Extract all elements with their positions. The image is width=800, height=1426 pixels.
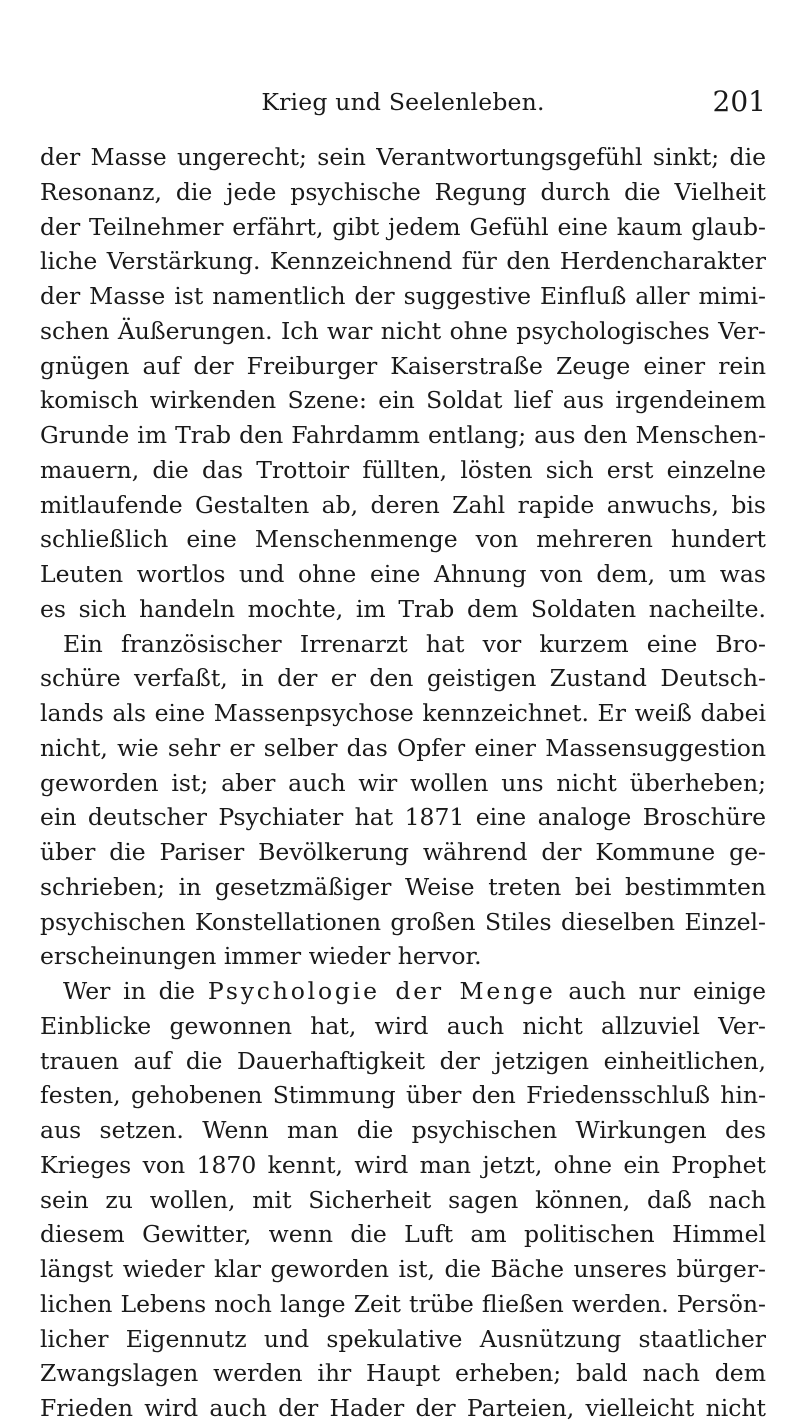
text-line: schrieben; in gesetzmäßiger Weise treten bei bestimmten: [40, 872, 766, 901]
text-line: schüre verfaßt, in der er den geistigen Zustand Deutsch-: [40, 664, 766, 693]
text-line: trauen auf die Dauerhaftigkeit der jetzigen einheitlichen,: [40, 1046, 766, 1075]
text-line: komisch wirkenden Szene: ein Soldat lief aus irgendeinem: [40, 386, 766, 415]
body-text: [40, 140, 766, 1426]
text-line: mauern, die das Trottoir füllten, lösten sich erst einzelne: [40, 455, 766, 484]
text-line: festen, gehobenen Stimmung über den Friedensschluß hin-: [40, 1081, 766, 1110]
text-line: schließlich eine Menschenmenge von mehreren hundert: [40, 525, 766, 554]
text-line: der Teilnehmer erfährt, gibt jedem Gefühl eine kaum glaub-: [40, 212, 766, 241]
text-line: sein zu wollen, mit Sicherheit sagen können, daß nach: [40, 1185, 766, 1214]
text-line: es sich handeln mochte, im Trab dem Soldaten nacheilte.: [40, 594, 766, 623]
text-line: Zwangslagen werden ihr Haupt erheben; bald nach dem: [40, 1359, 766, 1388]
text-line: Resonanz, die jede psychische Regung durch die Vielheit: [40, 177, 766, 206]
spaced-emphasis: Psychologie der Menge: [207, 977, 556, 1005]
text-line: der Masse ungerecht; sein Verantwortungsgefühl sinkt; die: [40, 143, 766, 171]
text-line: längst wieder klar geworden ist, die Bäche unseres bürger-: [40, 1255, 766, 1283]
text-line: gnügen auf der Freiburger Kaiserstraße Zeuge einer rein: [40, 351, 766, 380]
text-line: Frieden wird auch der Hader der Parteien, vielleicht nicht: [40, 1394, 766, 1422]
text-line: diesem Gewitter, wenn die Luft am politischen Himmel: [40, 1220, 766, 1249]
text-line: geworden ist; aber auch wir wollen uns nicht überheben;: [40, 768, 766, 797]
paragraph-last-line: erscheinungen immer wieder hervor.: [40, 942, 482, 971]
running-title: Krieg und Seelenleben.: [261, 88, 545, 116]
text-line: lands als eine Massenpsychose kennzeichnet. Er weiß dabei: [40, 699, 766, 727]
text-line: Einblicke gewonnen hat, wird auch nicht allzuviel Ver-: [40, 1011, 766, 1040]
running-head: [40, 86, 766, 126]
text-line: mitlaufende Gestalten ab, deren Zahl rapide anwuchs, bis: [40, 490, 766, 519]
text-line: über die Pariser Bevölkerung während der Kommune ge-: [40, 838, 766, 866]
text-line: nicht, wie sehr er selber das Opfer einer Massensuggestion: [40, 733, 766, 762]
text-line: Grunde im Trab den Fahrdamm entlang; aus den Menschen-: [40, 421, 766, 449]
text-segment: Wer in die: [63, 977, 196, 1005]
text-line: lichen Lebens noch lange Zeit trübe fließen werden. Persön-: [40, 1289, 766, 1318]
text-line: aus setzen. Wenn man die psychischen Wirkungen des: [40, 1116, 766, 1144]
text-line: schen Äußerungen. Ich war nicht ohne psychologisches Ver-: [40, 316, 766, 345]
paragraph-first-line: Ein französischer Irrenarzt hat vor kurzem eine Bro-: [63, 629, 766, 658]
text-line: Krieges von 1870 kennt, wird man jetzt, ohne ein Prophet: [40, 1150, 766, 1179]
text-line: ein deutscher Psychiater hat 1871 eine analoge Broschüre: [40, 803, 766, 832]
text-line: der Masse ist namentlich der suggestive Einfluß aller mimi-: [40, 282, 766, 310]
text-line: Leuten wortlos und ohne eine Ahnung von dem, um was: [40, 560, 766, 588]
page-number: 201: [712, 85, 766, 118]
text-line: licher Eigennutz und spekulative Ausnützung staatlicher: [40, 1324, 766, 1353]
text-line: psychischen Konstellationen großen Stiles dieselben Einzel-: [40, 907, 766, 936]
text-line: liche Verstärkung. Kennzeichnend für den Herdencharakter: [40, 247, 766, 276]
paragraph-first-line: [40, 974, 766, 1009]
text-segment: auch nur einige: [568, 977, 766, 1005]
